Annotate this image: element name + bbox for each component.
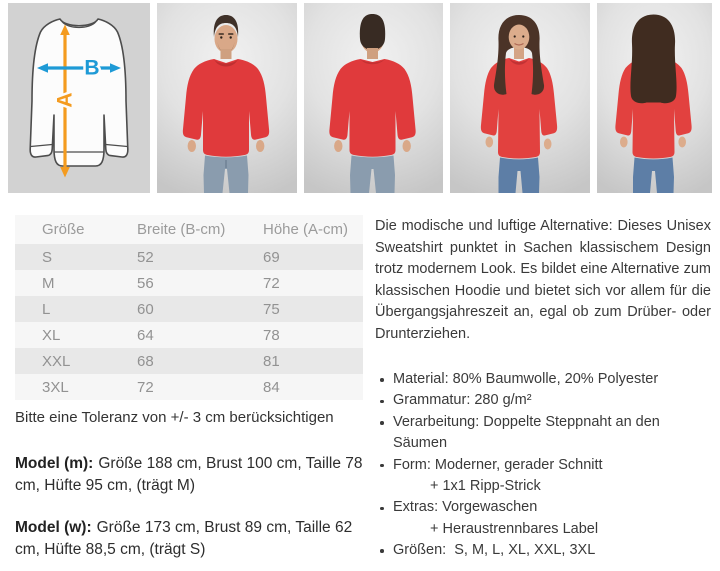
- sweatshirt-outline: [30, 19, 128, 166]
- size-diagram-illustration: [8, 3, 150, 193]
- list-item-form-continuation: + 1x1 Ripp-Strick: [430, 478, 541, 495]
- sweatshirt-shape: [329, 59, 415, 157]
- table-row: [15, 244, 363, 270]
- male-back-thumbnail[interactable]: [304, 3, 443, 193]
- table-row: [15, 374, 363, 400]
- height-cell: 81: [263, 352, 280, 370]
- jeans-shape: [350, 156, 395, 194]
- table-row: [15, 270, 363, 296]
- hair-shape: [630, 15, 676, 104]
- height-cell: 84: [263, 378, 280, 396]
- width-cell: 68: [137, 352, 154, 370]
- person-female-front: [481, 15, 557, 193]
- person-male-front: [183, 15, 269, 193]
- height-cell: 78: [263, 326, 280, 344]
- female-back-thumbnail[interactable]: [597, 3, 712, 193]
- size-diagram-thumbnail[interactable]: [8, 3, 150, 193]
- width-cell: 56: [137, 274, 154, 292]
- height-cell: 69: [263, 248, 280, 266]
- width-cell: 52: [137, 248, 154, 266]
- column-header-size: Größe: [42, 221, 85, 238]
- jeans-shape: [633, 158, 674, 194]
- model-w-measurements: [15, 517, 363, 561]
- column-header-width: Breite (B-cm): [137, 221, 226, 238]
- table-header-row: [15, 215, 363, 244]
- female-front-illustration: [450, 3, 590, 193]
- list-item-extras-continuation: + Heraustrennbares Label: [430, 520, 599, 537]
- model-m-label: Model (m):: [15, 455, 94, 472]
- height-cell: 72: [263, 274, 280, 292]
- male-front-illustration: [157, 3, 297, 193]
- list-item-groessen: Größen: S, M, L, XL, XXL, 3XL: [375, 540, 711, 561]
- tolerance-note: Bitte eine Toleranz von +/- 3 cm berücksichtigen: [15, 409, 334, 426]
- male-back-illustration: [304, 3, 443, 193]
- features-list: [375, 369, 711, 562]
- model-w-text: Größe 173 cm, Brust 89 cm, Taille 62 cm, Hüfte 88,5 cm, (trägt S): [15, 519, 353, 558]
- person-male-back: [329, 14, 415, 193]
- height-arrow-label: A: [53, 92, 77, 108]
- size-cell: XL: [42, 326, 61, 344]
- list-item-verarbeitung: Verarbeitung: Doppelte Steppnaht an den Säumen: [375, 412, 711, 455]
- list-item-extras: Extras: Vorgewaschen: [375, 497, 711, 518]
- model-m-text: Größe 188 cm, Brust 100 cm, Taille 78 cm, Hüfte 95 cm, (trägt M): [15, 455, 363, 494]
- list-item-grammatur: Grammatur: 280 g/m²: [375, 390, 711, 411]
- size-table: [15, 215, 363, 400]
- product-gallery: [8, 3, 712, 193]
- model-m-measurements: [15, 453, 363, 497]
- table-row: [15, 348, 363, 374]
- size-cell: XXL: [42, 352, 71, 370]
- width-cell: 72: [137, 378, 154, 396]
- column-header-height: Höhe (A-cm): [263, 221, 349, 238]
- person-female-back: [615, 15, 691, 194]
- description-paragraph: Die modische und luftige Alternative: Dieses Unisex Sweatshirt punktet in Sachen klassischem Design trotz modernem Look. Es bildet eine Alternative zum klassischen Hoodie und bietet sich vor allem für die Übergangsjahreszeit an, egal ob zum Drüber- oder Drunterziehen.: [375, 218, 711, 342]
- size-cell: 3XL: [42, 378, 69, 396]
- size-cell: L: [42, 300, 51, 318]
- list-item-material: Material: 80% Baumwolle, 20% Polyester: [375, 369, 711, 390]
- description-column: [375, 216, 711, 562]
- size-cell: M: [42, 274, 55, 292]
- female-front-thumbnail[interactable]: [450, 3, 590, 193]
- size-info-column: [15, 215, 363, 561]
- female-back-illustration: [597, 3, 712, 193]
- width-arrow-label: B: [84, 56, 100, 80]
- width-cell: 64: [137, 326, 154, 344]
- table-row: [15, 296, 363, 322]
- male-front-thumbnail[interactable]: [157, 3, 297, 193]
- list-item-form: Form: Moderner, gerader Schnitt: [375, 455, 711, 476]
- table-row: [15, 322, 363, 348]
- size-cell: S: [42, 248, 53, 266]
- jeans-shape: [499, 158, 540, 194]
- height-cell: 75: [263, 300, 280, 318]
- sweatshirt-shape: [183, 59, 269, 157]
- width-cell: 60: [137, 300, 154, 318]
- model-w-label: Model (w):: [15, 519, 92, 536]
